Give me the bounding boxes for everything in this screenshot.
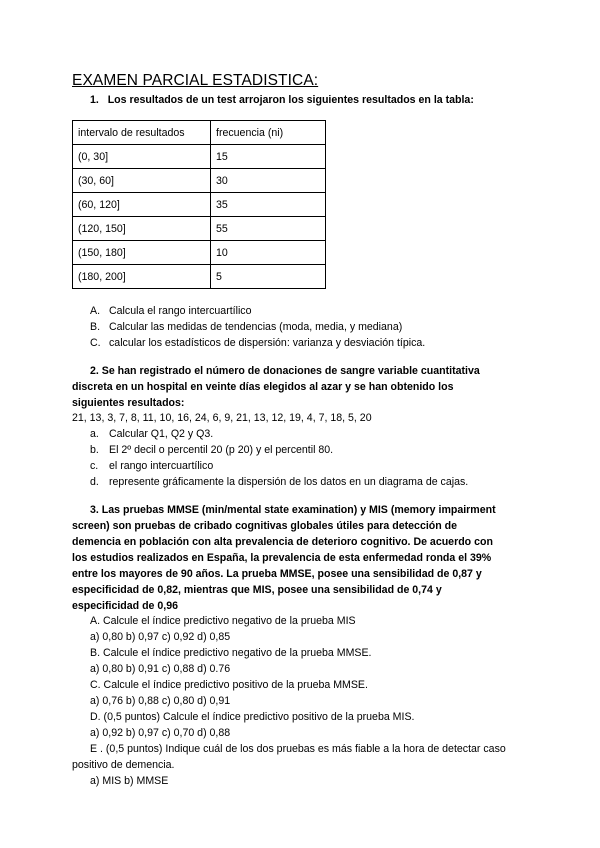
question-1-heading: [90, 94, 474, 106]
list-item-text: Calcular las medidas de tendencias (moda, media, y mediana): [109, 321, 403, 333]
table-row: [73, 193, 326, 217]
question-3-part-e-options: a) MIS b) MMSE: [90, 775, 169, 787]
list-marker: B.: [90, 321, 101, 333]
list-item-text: Calcula el rango intercuartílico: [109, 305, 252, 317]
list-item-text: Calcular Q1, Q2 y Q3.: [109, 428, 214, 440]
question-3-part-e: E . (0,5 puntos) Indique cuál de los dos pruebas es más fiable a la hora de detectar caso: [90, 743, 506, 755]
list-marker: d.: [90, 476, 99, 488]
table-row: [73, 217, 326, 241]
question-3-part-a-options: a) 0,80 b) 0,97 c) 0,92 d) 0,85: [90, 631, 231, 643]
question-1-text: Los resultados de un test arrojaron los siguientes resultados en la tabla:: [107, 94, 474, 106]
question-1-item-b: [90, 321, 402, 333]
exam-title: EXAMEN PARCIAL ESTADISTICA:: [72, 72, 319, 89]
question-3-part-c-options: a) 0,76 b) 0,88 c) 0,80 d) 0,91: [90, 695, 231, 707]
question-2-item-b: [90, 444, 333, 456]
question-2-item-d: [90, 476, 468, 488]
question-3-part-d: D. (0,5 puntos) Calcule el índice predictivo positivo de la prueba MIS.: [90, 711, 415, 723]
question-3-part-b: B. Calcule el índice predictivo negativo de la prueba MMSE.: [90, 647, 372, 659]
table-cell-frequency: 35: [211, 193, 326, 217]
table-cell-frequency: 5: [211, 265, 326, 289]
table-cell-frequency: 15: [211, 145, 326, 169]
list-item-text: represente gráficamente la dispersión de los datos en un diagrama de cajas.: [109, 476, 469, 488]
question-1-item-a: [90, 305, 252, 317]
table-cell-interval: (180, 200]: [73, 265, 211, 289]
list-marker: a.: [90, 428, 99, 440]
list-marker: A.: [90, 305, 101, 317]
list-item-text: calcular los estadísticos de dispersión: varianza y desviación típica.: [109, 337, 426, 349]
question-3-line: entre los mayores de 90 años. La prueba MMSE, posee una sensibilidad de 0,87 y: [72, 568, 482, 580]
question-3-line: 3. Las pruebas MMSE (min/mental state examination) y MIS (memory impairment: [90, 504, 496, 516]
question-2-item-a: [90, 428, 213, 440]
list-marker: c.: [90, 460, 99, 472]
question-3-part-e-continued: positivo de demencia.: [72, 759, 175, 771]
table-header-interval: intervalo de resultados: [73, 121, 211, 145]
frequency-table: [72, 120, 326, 289]
list-marker: b.: [90, 444, 99, 456]
question-2-line: siguientes resultados:: [72, 397, 185, 409]
question-3-line: especificidad de 0,82, mientras que MIS, posee una sensibilidad de 0,74 y: [72, 584, 442, 596]
list-item-text: el rango intercuartílico: [109, 460, 214, 472]
question-3-part-c: C. Calcule el índice predictivo positivo de la prueba MMSE.: [90, 679, 368, 691]
question-1-item-c: [90, 337, 425, 349]
table-cell-interval: (120, 150]: [73, 217, 211, 241]
table-cell-interval: (60, 120]: [73, 193, 211, 217]
question-3-line: screen) son pruebas de cribado cognitivas globales útiles para detección de: [72, 520, 458, 532]
question-2-line: discreta en un hospital en veinte días elegidos al azar y se han obtenido los: [72, 381, 454, 393]
question-3-line: especificidad de 0,96: [72, 600, 178, 612]
table-row: [73, 169, 326, 193]
table-row: [73, 145, 326, 169]
list-marker: C.: [90, 337, 101, 349]
question-3-part-d-options: a) 0,92 b) 0,97 c) 0,70 d) 0,88: [90, 727, 231, 739]
list-item-text: El 2º decil o percentil 20 (p 20) y el percentil 80.: [109, 444, 334, 456]
question-2-line: 2. Se han registrado el número de donaciones de sangre variable cuantitativa: [90, 365, 480, 377]
table-cell-frequency: 55: [211, 217, 326, 241]
table-header-row: [73, 121, 326, 145]
question-3-line: demencia en población con alta prevalencia de deterioro cognitivo. De acuerdo con: [72, 536, 493, 548]
question-2-data: 21, 13, 3, 7, 8, 11, 10, 16, 24, 6, 9, 21, 13, 12, 19, 4, 7, 18, 5, 20: [72, 412, 372, 424]
table-cell-interval: (150, 180]: [73, 241, 211, 265]
table-cell-interval: (0, 30]: [73, 145, 211, 169]
question-3-part-b-options: a) 0,80 b) 0,91 c) 0,88 d) 0.76: [90, 663, 231, 675]
table-cell-interval: (30, 60]: [73, 169, 211, 193]
table-cell-frequency: 30: [211, 169, 326, 193]
table-row: [73, 265, 326, 289]
table-cell-frequency: 10: [211, 241, 326, 265]
question-3-part-a: A. Calcule el índice predictivo negativo de la prueba MIS: [90, 615, 356, 627]
question-3-line: los estudios realizados en España, la prevalencia de esta enfermedad ronda el 39%: [72, 552, 492, 564]
table-header-frequency: frecuencia (ni): [211, 121, 326, 145]
question-2-item-c: [90, 460, 213, 472]
question-1-number: 1.: [90, 94, 99, 106]
table-row: [73, 241, 326, 265]
